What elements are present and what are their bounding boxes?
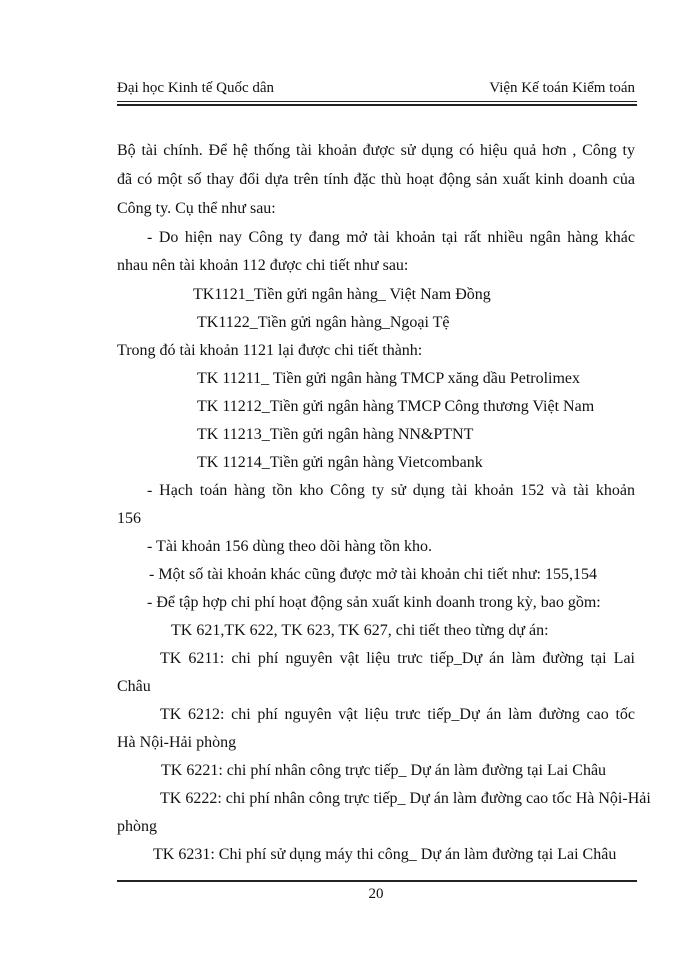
account-line: TK 11211_ Tiền gửi ngân hàng TMCP xăng dầu Petrolimex (197, 370, 581, 387)
bullet-line: - Để tập hợp chi phí hoạt động sản xuất kinh doanh trong kỳ, bao gồm: (147, 594, 601, 611)
footer-rule (117, 880, 637, 882)
paragraph-line: Trong đó tài khoản 1121 lại được chi tiết thành: (117, 342, 423, 359)
header-rule-thin (117, 101, 637, 102)
account-line: TK 6212: chi phí nguyên vật liệu trưc tiếp_Dự án làm đường cao tốc (160, 706, 635, 723)
account-line: TK 6222: chi phí nhân công trực tiếp_ Dự án làm đường cao tốc Hà Nội-Hải (160, 790, 651, 807)
header-rule-thick (117, 104, 637, 106)
bullet-line: nhau nên tài khoản 112 được chi tiết như sau: (117, 257, 409, 274)
bullet-line: - Hạch toán hàng tồn kho Công ty sử dụng tài khoản 152 và tài khoản (147, 482, 635, 499)
account-line: TK 6231: Chi phí sử dụng máy thi công_ Dự án làm đường tại Lai Châu (153, 846, 617, 863)
bullet-line: - Một số tài khoản khác cũng được mở tài khoản chi tiết như: 155,154 (149, 566, 597, 583)
bullet-line: - Do hiện nay Công ty đang mở tài khoản tại rất nhiều ngân hàng khác (147, 229, 635, 246)
account-line: TK 11214_Tiền gửi ngân hàng Vietcombank (197, 454, 483, 471)
page-number: 20 (368, 886, 384, 902)
header-left: Đại học Kinh tế Quốc dân (117, 80, 275, 96)
account-line: TK 6221: chi phí nhân công trực tiếp_ Dự án làm đường tại Lai Châu (161, 762, 607, 779)
account-line: TK1122_Tiền gửi ngân hàng_Ngoại Tệ (197, 314, 450, 331)
paragraph-line: Công ty. Cụ thể như sau: (117, 200, 276, 217)
account-line: phòng (117, 818, 157, 835)
account-line: TK1121_Tiền gửi ngân hàng_ Việt Nam Đồng (193, 286, 491, 303)
paragraph-line: đã có một số thay đổi dựa trên tính đặc thù hoạt động sản xuất kinh doanh của (117, 171, 635, 188)
account-line: TK 6211: chi phí nguyên vật liệu trưc tiếp_Dự án làm đường tại Lai (160, 650, 635, 667)
account-line: TK 11212_Tiền gửi ngân hàng TMCP Công thương Việt Nam (197, 398, 595, 415)
account-line: TK 11213_Tiền gửi ngân hàng NN&PTNT (197, 426, 474, 443)
account-line: Hà Nội-Hải phòng (117, 734, 237, 751)
bullet-line: 156 (117, 510, 141, 527)
bullet-line: - Tài khoản 156 dùng theo dõi hàng tồn kho. (147, 538, 432, 555)
header-right: Viện Kế toán Kiểm toán (489, 80, 635, 96)
account-line: Châu (117, 678, 151, 695)
account-line: TK 621,TK 622, TK 623, TK 627, chi tiết theo từng dự án: (171, 622, 549, 639)
paragraph-line: Bộ tài chính. Để hệ thống tài khoản được sử dụng có hiệu quả hơn , Công ty (117, 142, 635, 159)
